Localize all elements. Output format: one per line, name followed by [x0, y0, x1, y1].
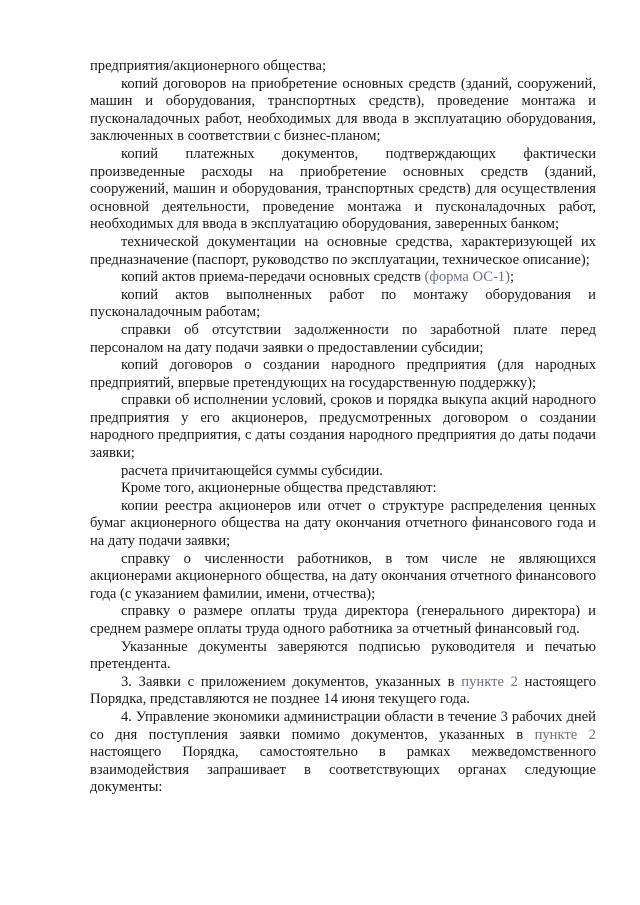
paragraph: копий договоров о создании народного предприятия (для народных предприятий, впервые претендующих на государственную поддержку);	[90, 357, 596, 391]
paragraph: копии реестра акционеров или отчет о структуре распределения ценных бумаг акционерного общества на дату окончания отчетного финансового года и на дату подачи заявки;	[90, 497, 596, 550]
paragraph: расчета причитающейся суммы субсидии.	[121, 462, 383, 479]
paragraph	[90, 674, 596, 709]
paragraph: справки об отсутствии задолженности по заработной плате перед персоналом на дату подачи заявки о предоставлении субсидии;	[90, 321, 596, 356]
punkt-2-link[interactable]: пункте 2	[534, 726, 596, 743]
paragraph: справку о численности работников, в том числе не являющихся акционерами акционерного общества, на дату окончания отчетного финансового года (с указанием фамилии, имени, отчества);	[90, 550, 596, 602]
paragraph: копий договоров на приобретение основных средств (зданий, сооружений, машин и оборудования, транспортных средств), проведение монтажа и пусконаладочных работ, необходимых для ввода в эксплуатацию оборудования, заключенных в соответствии с бизнес-планом;	[90, 75, 596, 145]
paragraph-text: копий актов приема-передачи основных средств	[121, 269, 425, 286]
paragraph	[90, 709, 596, 797]
paragraph: справку о размере оплаты труда директора (генерального директора) и среднем размере оплаты труда одного работника за отчетный финансовый год.	[90, 603, 596, 637]
paragraph: предприятия/акционерного общества;	[90, 58, 327, 74]
form-os1-link[interactable]: (форма ОС-1)	[424, 269, 510, 286]
paragraph: Кроме того, акционерные общества представляют:	[121, 480, 437, 497]
paragraph: копий актов выполненных работ по монтажу оборудования и пусконаладочным работам;	[90, 286, 596, 321]
paragraph-text: настоящего Порядка, представляются не позднее 14 июня текущего года.	[90, 673, 596, 708]
paragraph-text: 3. Заявки с приложением документов, указанных в	[121, 673, 462, 690]
paragraph-text: настоящего Порядка, самостоятельно в рамках межведомственного взаимодействия запрашивает в соответствующих органах следующие документы:	[90, 744, 596, 796]
paragraph-text: ;	[509, 269, 515, 286]
paragraph: Указанные документы заверяются подписью руководителя и печатью претендента.	[90, 638, 596, 673]
paragraph: копий платежных документов, подтверждающих фактически произведенные расходы на приобретение основных средств (зданий, сооружений, машин и оборудования, транспортных средств) для осуществления основной деятельности, проведение монтажа и пусконаладочных работ, необходимых для ввода в эксплуатацию оборудования, заверенных банком;	[90, 145, 596, 233]
document-page	[90, 58, 596, 797]
punkt-2-link[interactable]: пункте 2	[461, 673, 518, 690]
paragraph: технической документации на основные средства, характеризующей их предназначение (паспорт, руководство по эксплуатации, техническое описание);	[90, 233, 596, 268]
paragraph	[90, 269, 596, 287]
paragraph-text: 4. Управление экономики администрации области в течение 3 рабочих дней со дня поступления заявки помимо документов, указанных в	[90, 708, 596, 743]
paragraph: справки об исполнении условий, сроков и порядка выкупа акций народного предприятия у его акционеров, предусмотренных договором о создании народного предприятия, с даты создания народного предприятия до даты подачи заявки;	[90, 392, 596, 462]
